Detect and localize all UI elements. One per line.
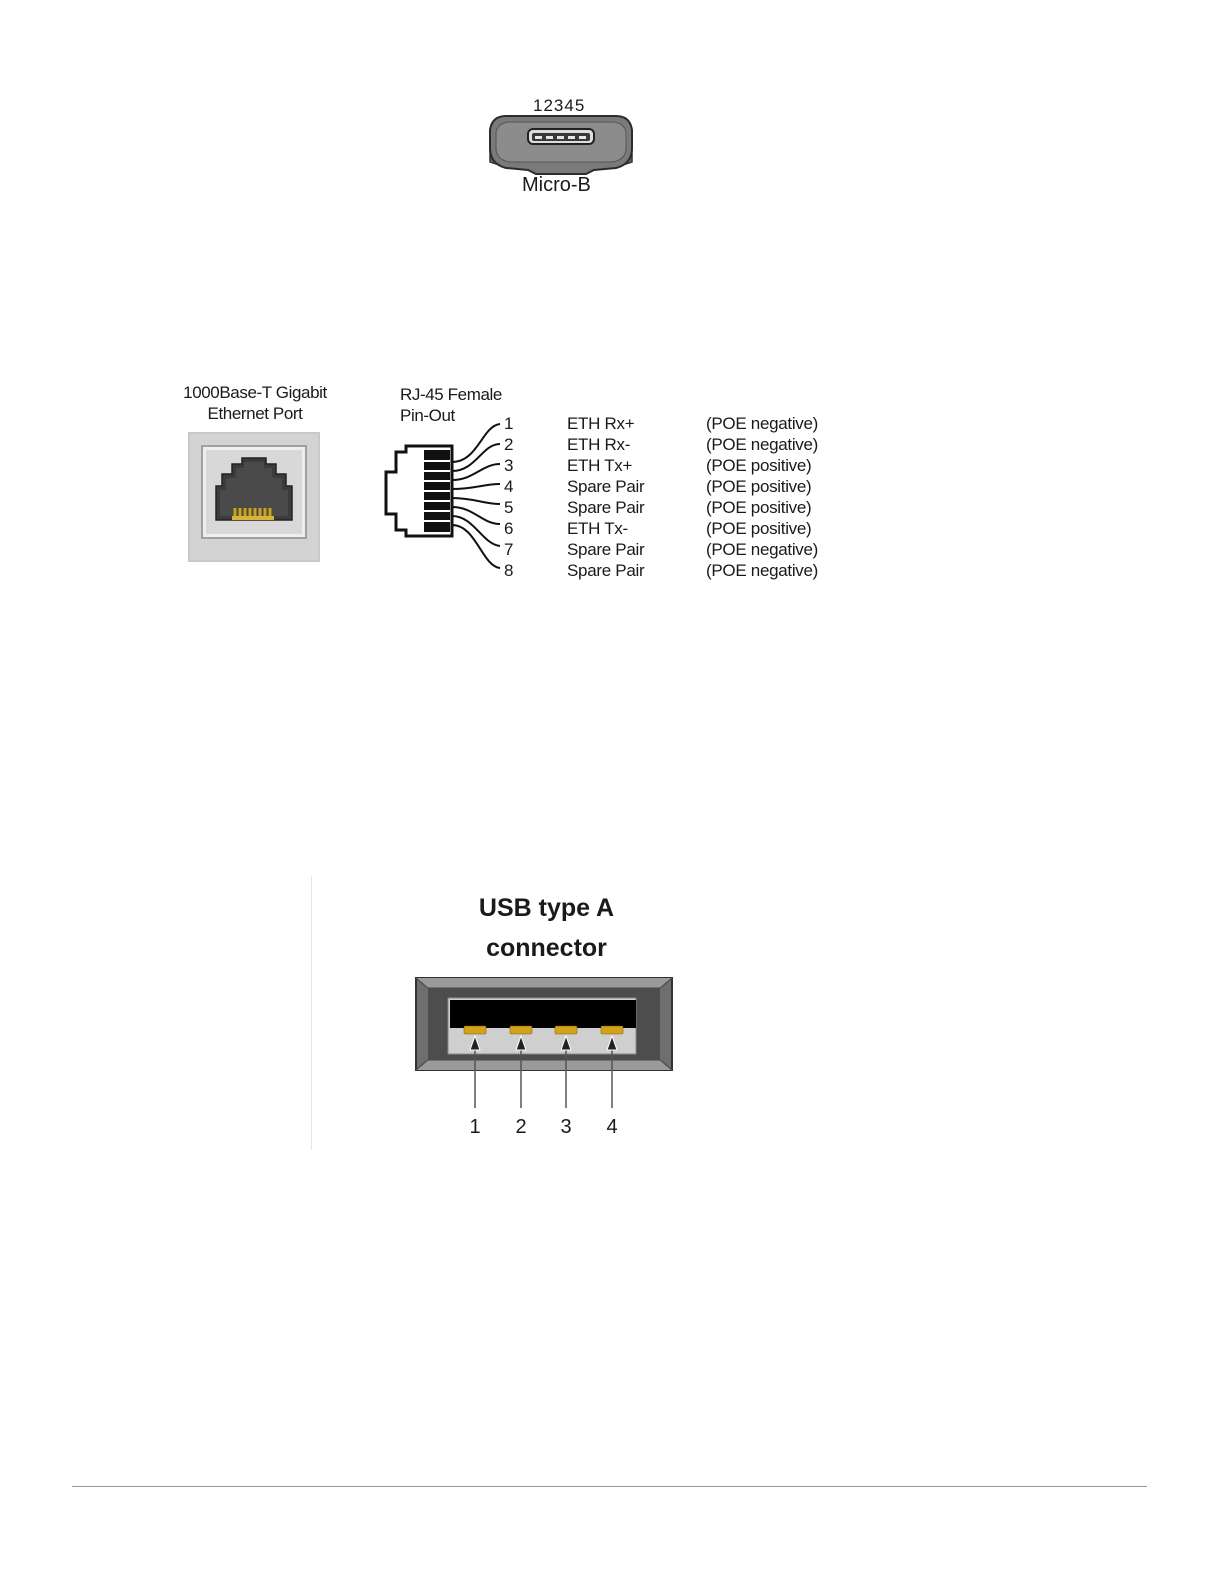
usb-pin-label: 4 <box>606 1116 618 1138</box>
pin-number: 8 <box>504 561 514 580</box>
pin-signal: ETH Rx- <box>567 435 631 454</box>
footer-divider <box>72 1486 1147 1487</box>
ethernet-port-icon <box>188 432 320 562</box>
pin-poe: (POE positive) <box>706 519 812 538</box>
rj45-pinout-caption: RJ-45 Female Pin-Out <box>400 385 502 425</box>
pin-number: 3 <box>504 456 514 475</box>
pin-number: 5 <box>504 498 514 517</box>
pin-signal: Spare Pair <box>567 561 645 580</box>
pin-poe: (POE positive) <box>706 498 812 517</box>
usb-a-connector-icon <box>414 976 676 1116</box>
pin-signal: Spare Pair <box>567 498 645 517</box>
pin-poe: (POE positive) <box>706 477 812 496</box>
pin-poe: (POE negative) <box>706 435 819 454</box>
usb-pin-label: 1 <box>469 1116 481 1138</box>
pin-number: 1 <box>504 414 514 433</box>
pin-number: 4 <box>504 477 514 496</box>
ethernet-port-caption: 1000Base-T Gigabit Ethernet Port <box>183 383 327 423</box>
pin-number: 6 <box>504 519 514 538</box>
usb-a-figure <box>400 880 700 1150</box>
rj45-jack-outline-icon <box>370 418 520 578</box>
pin-poe: (POE negative) <box>706 540 819 559</box>
pin-poe: (POE negative) <box>706 414 819 433</box>
pin-poe: (POE positive) <box>706 456 812 475</box>
pin-signal: ETH Rx+ <box>567 414 635 433</box>
usb-pin-label: 2 <box>515 1116 527 1138</box>
micro-b-connector-icon <box>476 112 656 182</box>
pin-poe: (POE negative) <box>706 561 819 580</box>
pin-signal: ETH Tx- <box>567 519 628 538</box>
usb-figure-left-rule <box>311 876 312 1150</box>
pin-number: 7 <box>504 540 514 559</box>
pin-signal: ETH Tx+ <box>567 456 633 475</box>
pin-signal: Spare Pair <box>567 477 645 496</box>
micro-b-label: Micro-B <box>522 174 591 196</box>
usb-a-title: USB type A connector <box>478 894 615 962</box>
micro-b-figure <box>476 92 656 202</box>
pin-number: 2 <box>504 435 514 454</box>
usb-pin-label: 3 <box>560 1116 572 1138</box>
micro-b-pin-numbers: 12345 <box>533 96 586 115</box>
pin-signal: Spare Pair <box>567 540 645 559</box>
rj45-figure <box>160 378 860 588</box>
